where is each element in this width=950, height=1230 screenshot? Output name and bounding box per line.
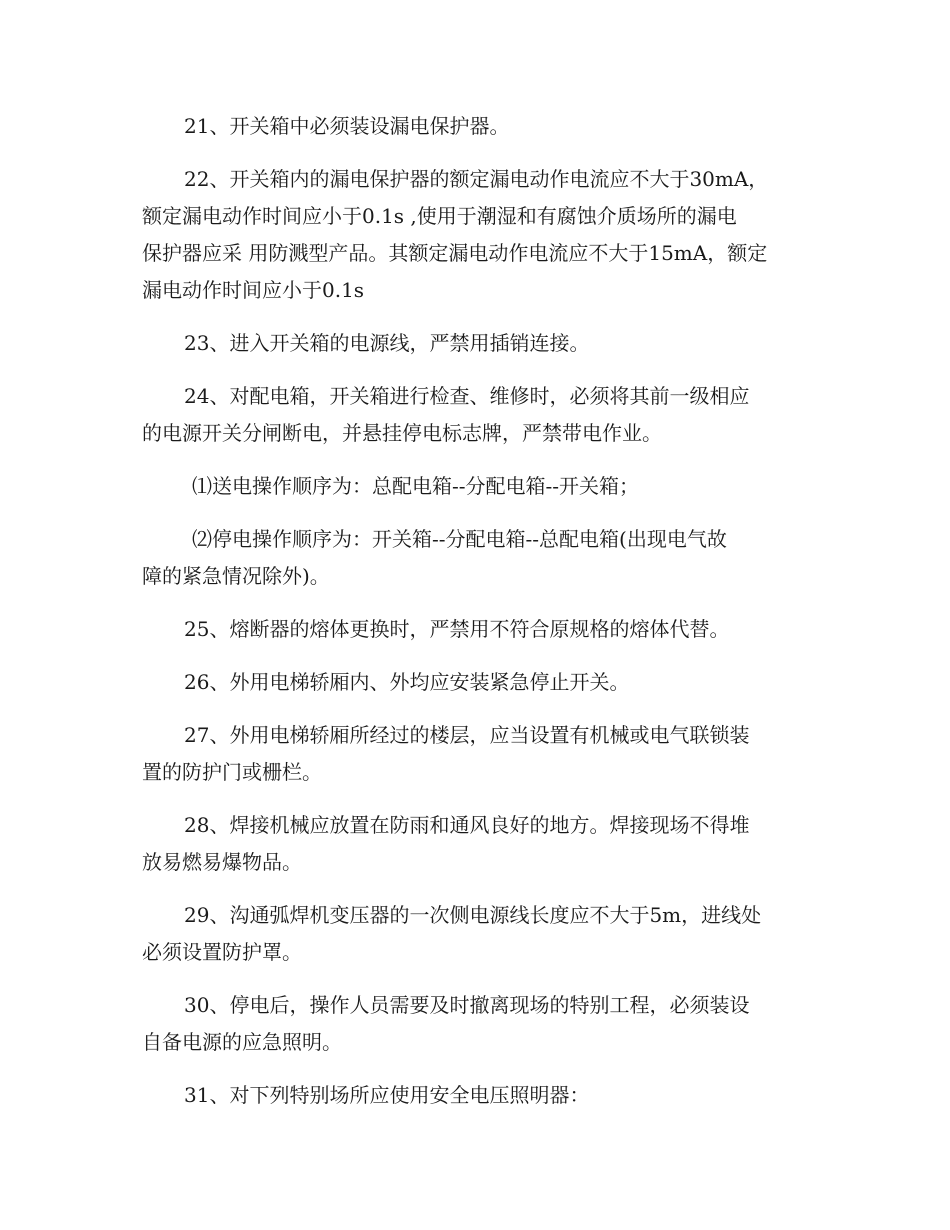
paragraph-29 bbox=[142, 897, 812, 971]
paragraph-24 bbox=[142, 378, 812, 452]
paragraph-26 bbox=[142, 664, 812, 701]
paragraph-30 bbox=[142, 987, 812, 1061]
paragraph-23 bbox=[142, 325, 812, 362]
paragraph-22 bbox=[142, 161, 812, 309]
paragraph-line: 31、对下列特别场所应使用安全电压照明器： bbox=[184, 1083, 590, 1107]
paragraph-31 bbox=[142, 1077, 812, 1114]
paragraph-line: 23、进入开关箱的电源线，严禁用插销连接。 bbox=[184, 331, 590, 355]
paragraph-line: 28、焊接机械应放置在防雨和通风良好的地方。焊接现场不得堆 bbox=[184, 813, 750, 837]
document-body bbox=[142, 108, 812, 1114]
paragraph-line: 24、对配电箱，开关箱进行检查、维修时，必须将其前一级相应 bbox=[184, 384, 750, 408]
paragraph-line: 26、外用电梯轿厢内、外均应安装紧急停止开关。 bbox=[184, 670, 630, 694]
paragraph-line: ⑴送电操作顺序为：总配电箱--分配电箱--开关箱； bbox=[192, 474, 640, 498]
paragraph-line: 漏电动作时间应小于0.1s bbox=[142, 278, 365, 302]
paragraph-line: 障的紧急情况除外)。 bbox=[142, 564, 330, 588]
paragraph-line: 的电源开关分闸断电，并悬挂停电标志牌，严禁带电作业。 bbox=[142, 421, 662, 445]
paragraph-line: 自备电源的应急照明。 bbox=[142, 1030, 342, 1054]
paragraph-line: 保护器应采 用防溅型产品。其额定漏电动作电流应不大于15mA，额定 bbox=[142, 241, 768, 265]
paragraph-line: 27、外用电梯轿厢所经过的楼层，应当设置有机械或电气联锁装 bbox=[184, 723, 750, 747]
paragraph-27 bbox=[142, 717, 812, 791]
paragraph-25 bbox=[142, 611, 812, 648]
paragraph-21 bbox=[142, 108, 812, 145]
paragraph-24-item-2 bbox=[142, 521, 812, 595]
paragraph-line: 30、停电后，操作人员需要及时撤离现场的特别工程，必须装设 bbox=[184, 993, 750, 1017]
paragraph-line: 置的防护门或栅栏。 bbox=[142, 760, 322, 784]
paragraph-line: 额定漏电动作时间应小于0.1s ,使用于潮湿和有腐蚀介质场所的漏电 bbox=[142, 204, 737, 228]
paragraph-line: 放易燃易爆物品。 bbox=[142, 850, 302, 874]
paragraph-line: 25、熔断器的熔体更换时，严禁用不符合原规格的熔体代替。 bbox=[184, 617, 730, 641]
paragraph-line: 21、开关箱中必须装设漏电保护器。 bbox=[184, 114, 510, 138]
paragraph-line: 29、沟通弧焊机变压器的一次侧电源线长度应不大于5m，进线处 bbox=[184, 903, 762, 927]
paragraph-line: ⑵停电操作顺序为：开关箱--分配电箱--总配电箱(出现电气故 bbox=[192, 527, 727, 551]
paragraph-28 bbox=[142, 807, 812, 881]
paragraph-line: 必须设置防护罩。 bbox=[142, 940, 302, 964]
paragraph-24-item-1 bbox=[142, 468, 812, 505]
paragraph-line: 22、开关箱内的漏电保护器的额定漏电动作电流应不大于30mA， bbox=[184, 167, 769, 191]
